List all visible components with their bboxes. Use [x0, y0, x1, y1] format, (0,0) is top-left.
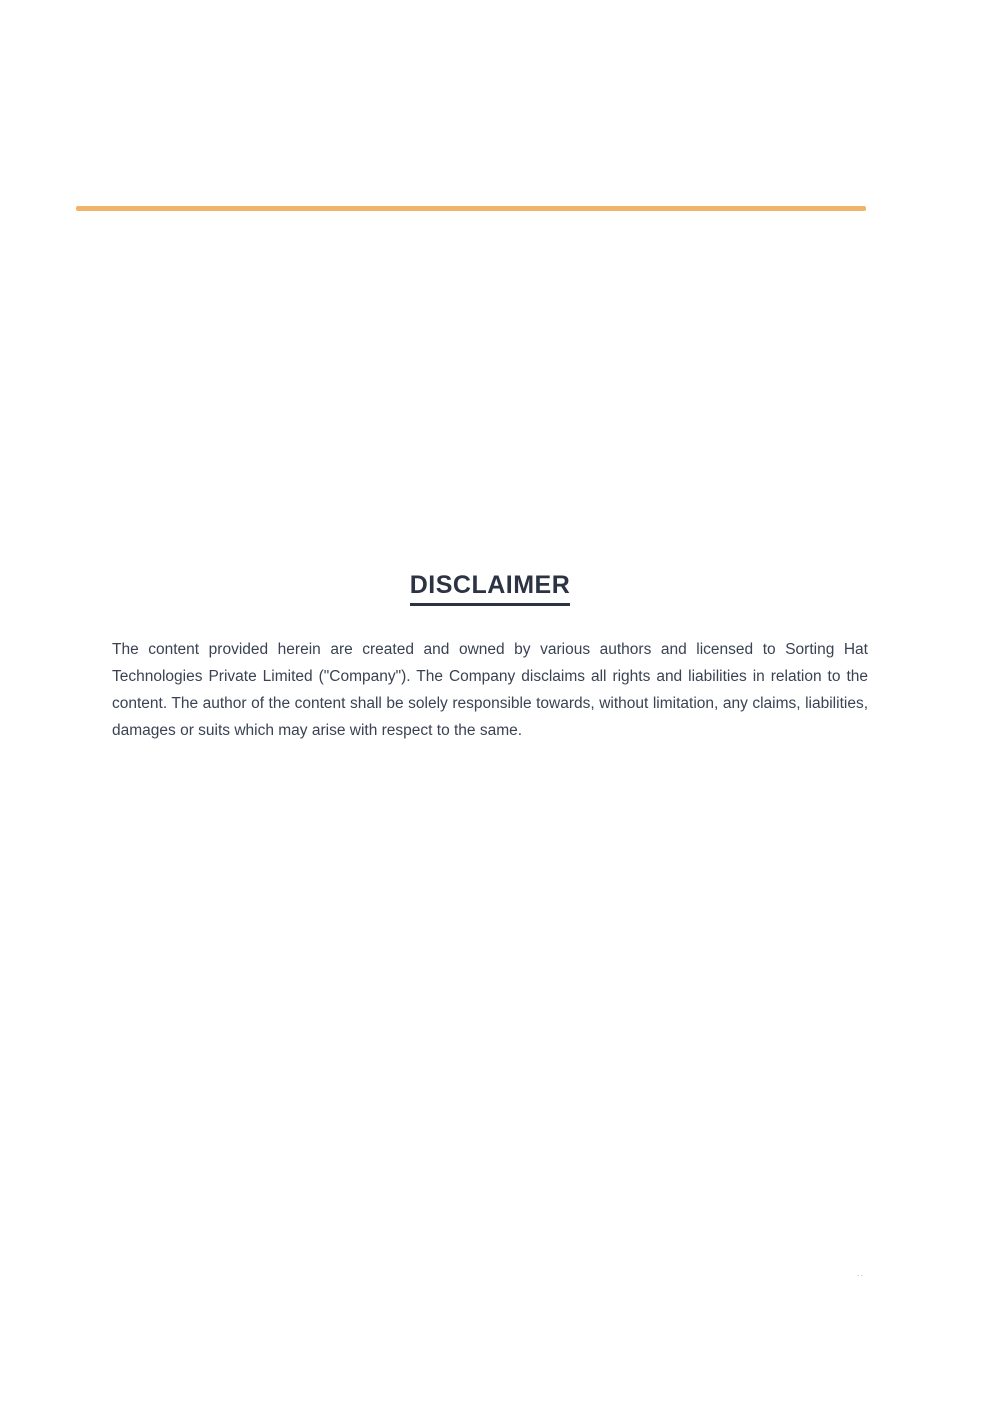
disclaimer-title	[112, 570, 868, 606]
header-divider-rule	[76, 206, 866, 211]
disclaimer-section	[112, 570, 868, 745]
disclaimer-body-text: The content provided herein are created and owned by various authors and licensed to Sorting Hat Technologies Private Limited ("Company"). The Company disclaims all rights and liabilities in relation to the content. The author of the content shall be solely responsible towards, without limitation, any claims, liabilities, damages or suits which may arise with respect to the same.	[112, 641, 868, 740]
disclaimer-title-text: DISCLAIMER	[410, 570, 571, 606]
footer-mark: ..	[856, 1268, 864, 1278]
